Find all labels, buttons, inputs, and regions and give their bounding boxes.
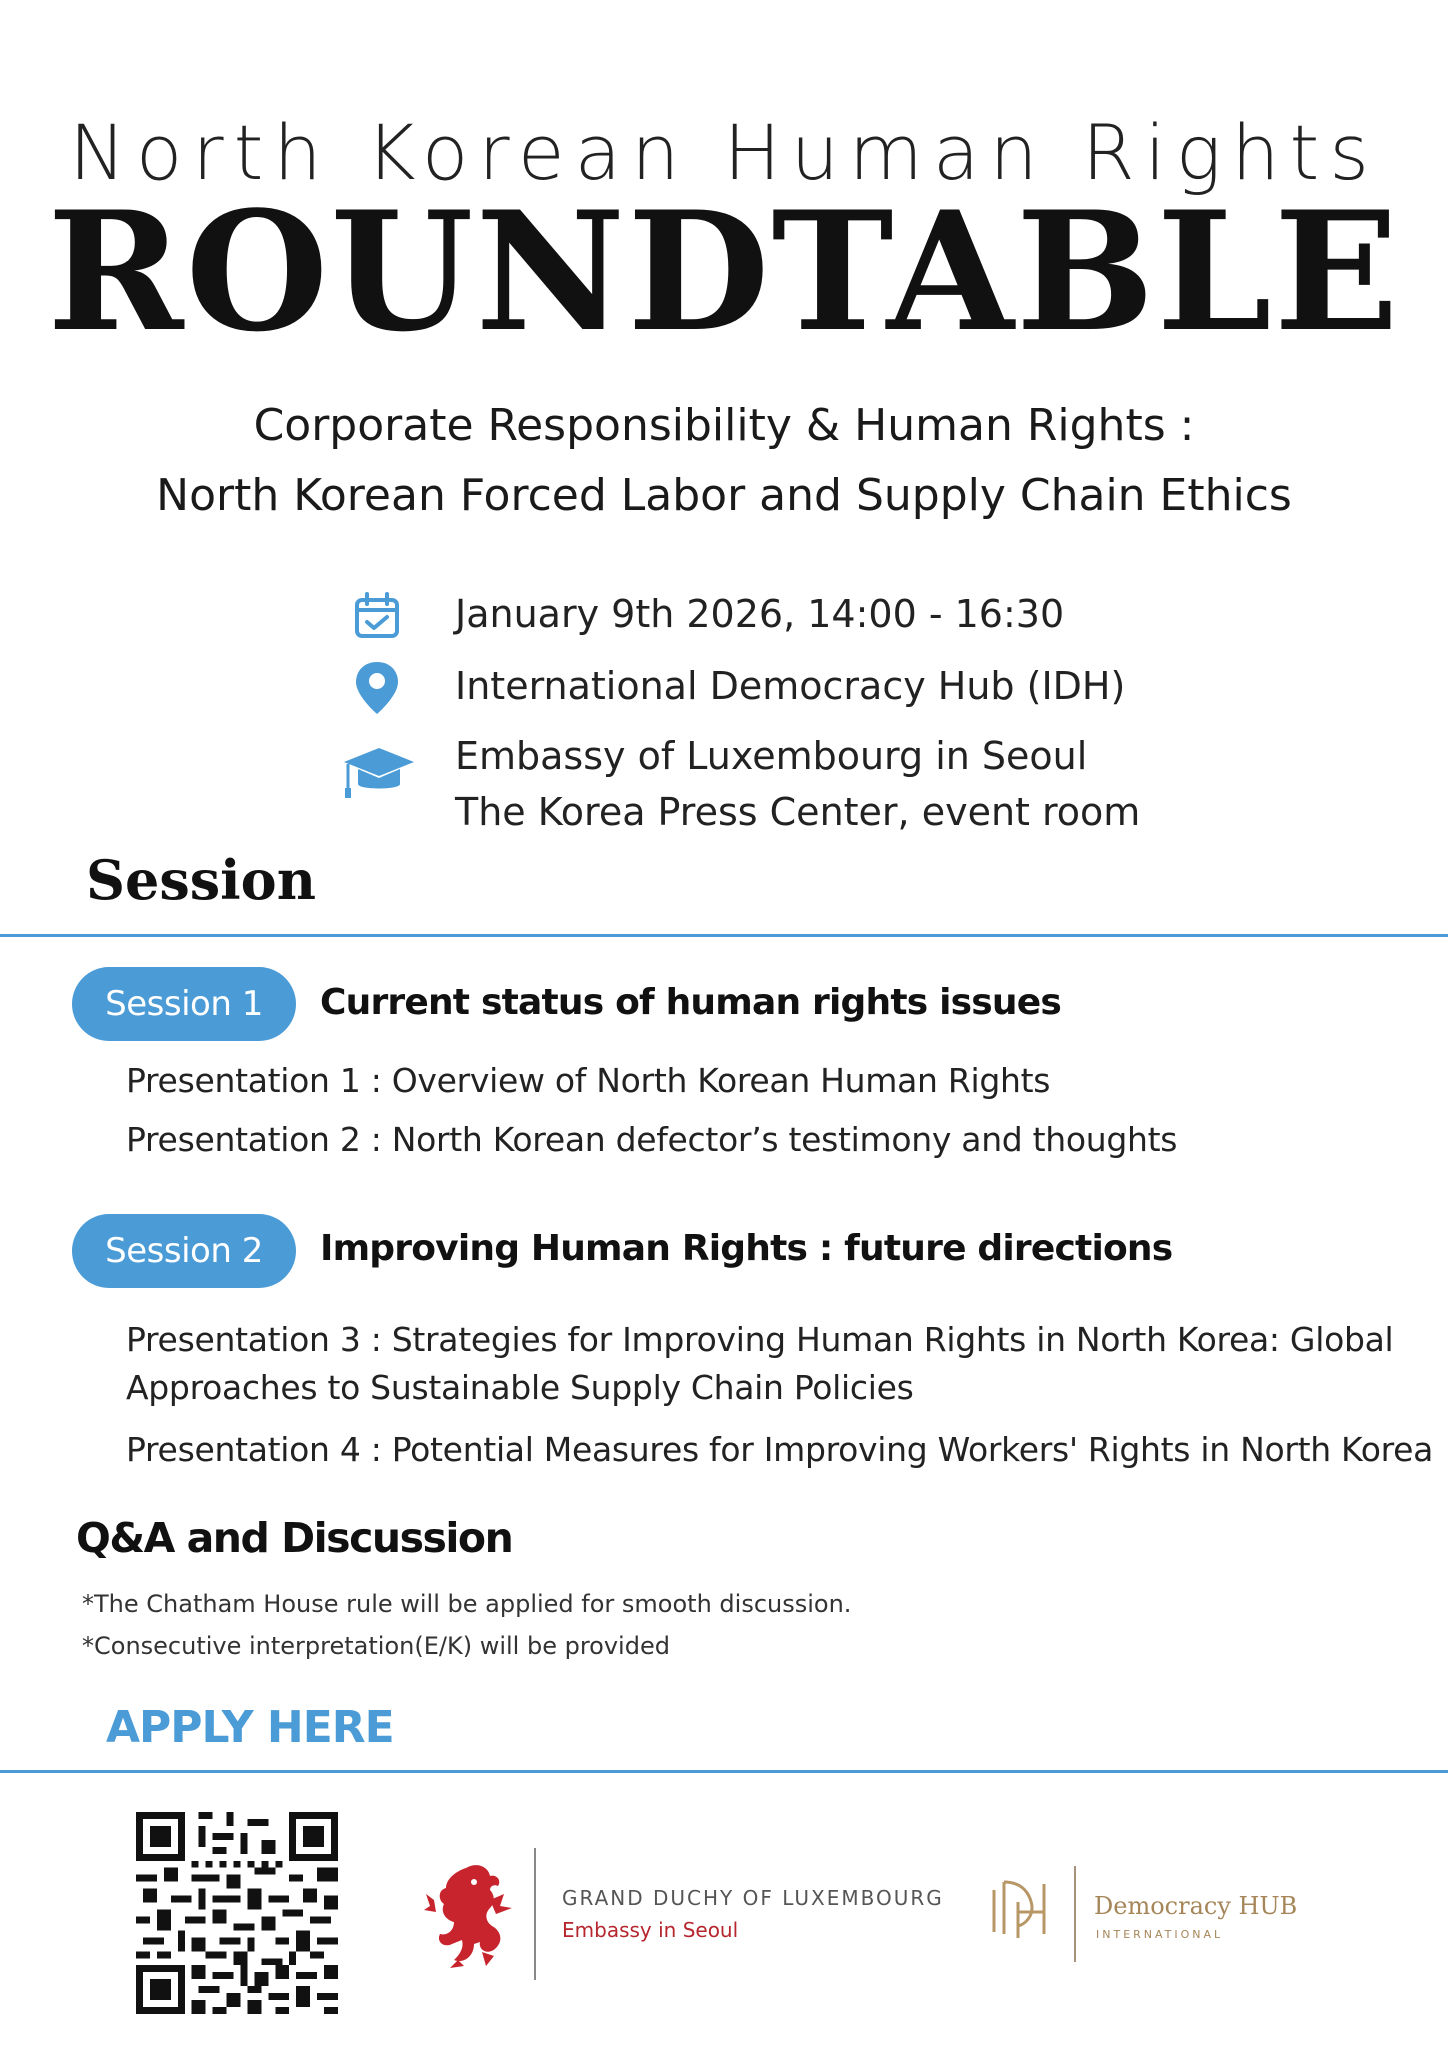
location-pin-icon: [352, 660, 402, 716]
event-venue: International Democracy Hub (IDH): [455, 664, 1126, 708]
divider: [0, 934, 1448, 937]
calendar-icon: [352, 588, 402, 644]
session-1-badge: Session 1: [72, 967, 296, 1041]
session-2-title: Improving Human Rights : future directions: [320, 1228, 1173, 1269]
session-1-title: Current status of human rights issues: [320, 982, 1061, 1023]
presentation-2: Presentation 2 : North Korean defector’s testimony and thoughts: [126, 1120, 1178, 1159]
event-host-line2: The Korea Press Center, event room: [455, 790, 1141, 834]
event-title-top: North Korean Human Rights: [69, 108, 1379, 197]
apply-here-link[interactable]: APPLY HERE: [106, 1702, 394, 1753]
event-date: January 9th 2026, 14:00 - 16:30: [455, 592, 1065, 636]
presentation-3-line2: Approaches to Sustainable Supply Chain Policies: [126, 1368, 914, 1407]
session-2-badge: Session 2: [72, 1214, 296, 1288]
event-title-main: ROUNDTABLE: [47, 175, 1401, 368]
event-subtitle-line2: North Korean Forced Labor and Supply Chain Ethics: [156, 470, 1292, 521]
graduation-cap-icon: [342, 744, 416, 804]
luxembourg-name: GRAND DUCHY OF LUXEMBOURG: [562, 1886, 944, 1910]
event-host-line1: Embassy of Luxembourg in Seoul: [455, 734, 1088, 778]
note-interpretation: *Consecutive interpretation(E/K) will be provided: [82, 1632, 670, 1660]
session-heading: Session: [86, 848, 316, 912]
divider: [534, 1848, 536, 1980]
divider: [0, 1770, 1448, 1773]
luxembourg-embassy: Embassy in Seoul: [562, 1918, 739, 1942]
idh-subtitle: INTERNATIONAL: [1096, 1928, 1224, 1941]
presentation-4: Presentation 4 : Potential Measures for Improving Workers' Rights in North Korea: [126, 1430, 1434, 1469]
qa-heading: Q&A and Discussion: [76, 1514, 513, 1562]
note-chatham-house: *The Chatham House rule will be applied for smooth discussion.: [82, 1590, 852, 1618]
idh-name: Democracy HUB: [1094, 1892, 1298, 1920]
idh-logo: [988, 1872, 1058, 1944]
presentation-3-line1: Presentation 3 : Strategies for Improving Human Rights in North Korea: Global: [126, 1320, 1394, 1359]
presentation-1: Presentation 1 : Overview of North Korean Human Rights: [126, 1061, 1051, 1100]
luxembourg-lion-logo: [424, 1860, 514, 1970]
qr-code[interactable]: [136, 1812, 338, 2014]
event-subtitle-line1: Corporate Responsibility & Human Rights :: [253, 400, 1195, 451]
divider: [1074, 1866, 1076, 1962]
